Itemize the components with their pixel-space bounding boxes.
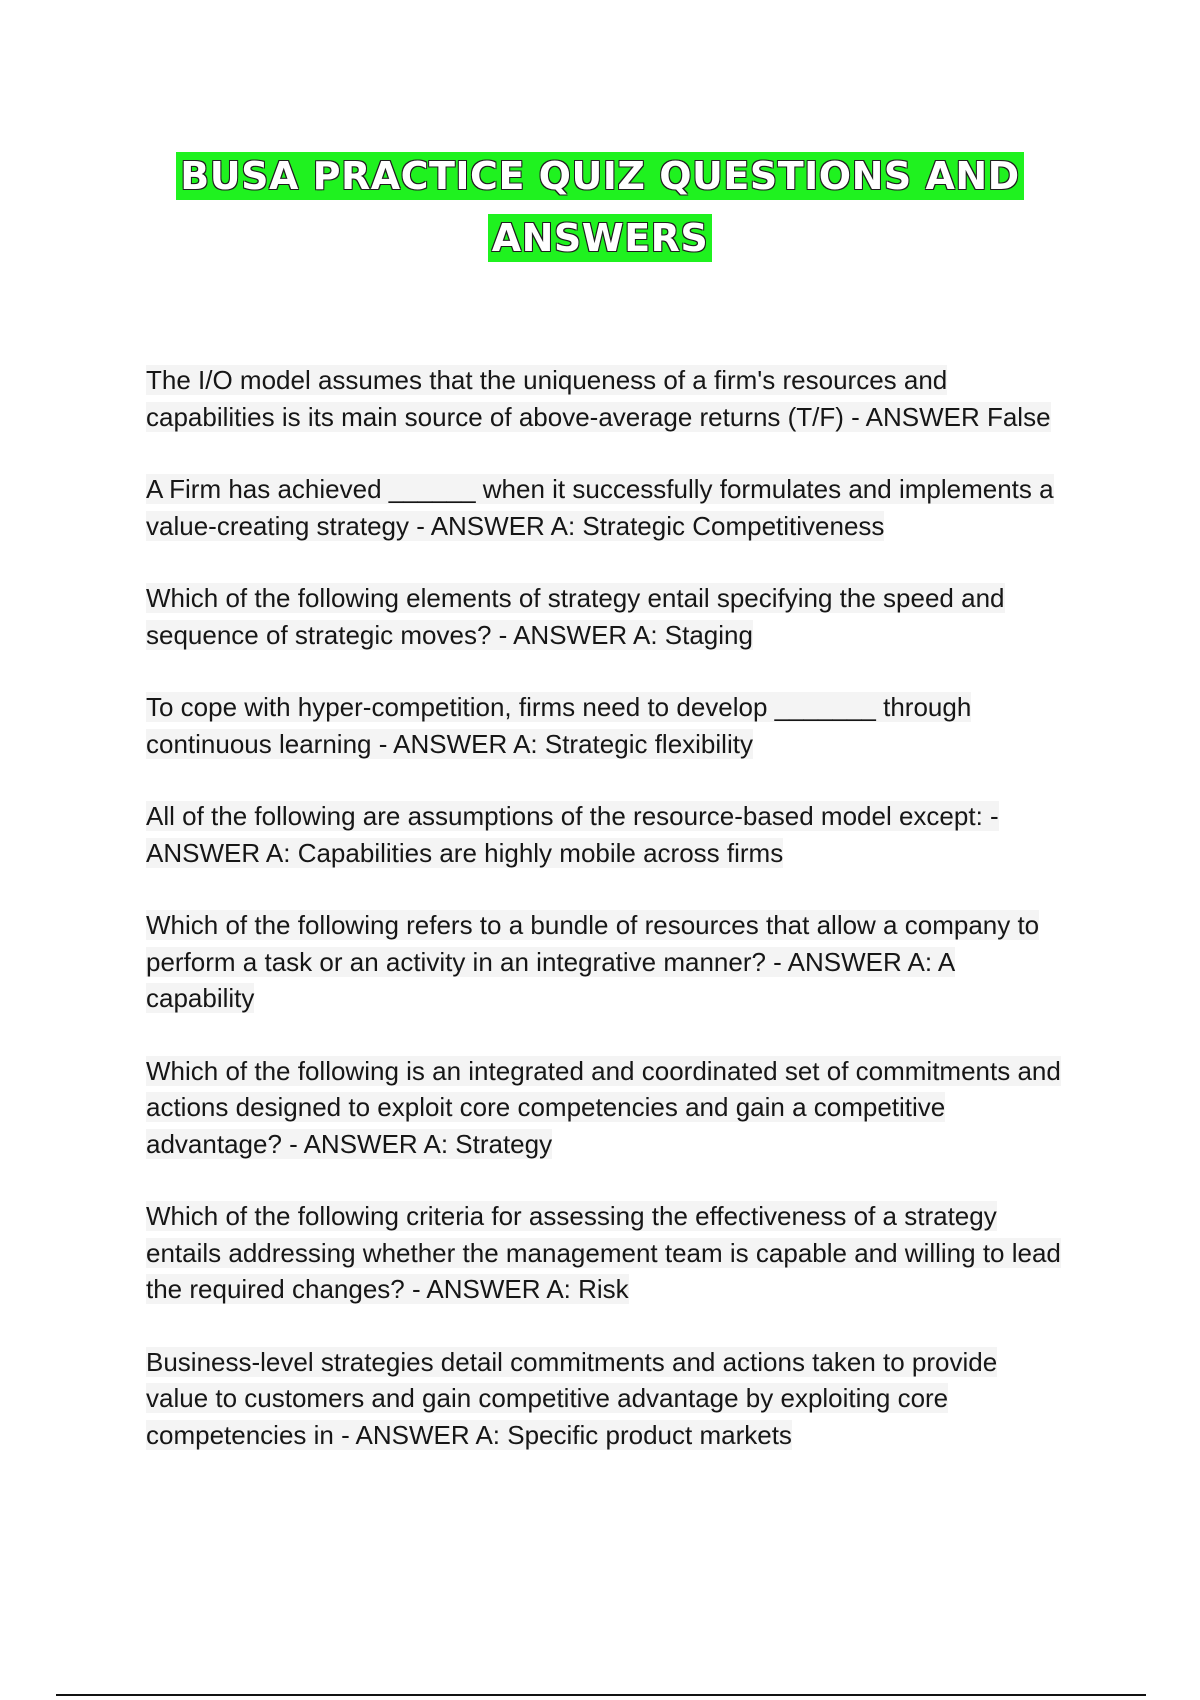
qa-item-text: Which of the following refers to a bundle of resources that allow a company to perform a task or an activity in an integrative manner? - ANSWER A: A capability [146, 910, 1040, 1013]
qa-item-text: All of the following are assumptions of the resource-based model except: - ANSWER A: Capabilities are highly mobile across firms [146, 801, 999, 868]
qa-item-3 [146, 580, 1066, 653]
qa-item-5 [146, 798, 1066, 871]
qa-item-text: Which of the following criteria for assessing the effectiveness of a strategy entails addressing whether the management team is capable and willing to lead the required changes? - ANSWER A: Risk [146, 1201, 1061, 1304]
qa-item-text: A Firm has achieved ______ when it successfully formulates and implements a value-creating strategy - ANSWER A: Strategic Competitiveness [146, 474, 1054, 541]
qa-item-1 [146, 362, 1066, 435]
qa-item-9 [146, 1344, 1066, 1454]
qa-item-text: To cope with hyper-competition, firms need to develop _______ through continuous learning - ANSWER A: Strategic flexibility [146, 692, 972, 759]
title-block [150, 145, 1050, 269]
qa-item-text: Business-level strategies detail commitments and actions taken to provide value to customers and gain competitive advantage by exploiting core competencies in - ANSWER A: Specific product markets [146, 1346, 998, 1450]
qa-item-text: The I/O model assumes that the uniqueness of a firm's resources and capabilities is its main source of above-average returns (T/F) - ANSWER False [146, 365, 1051, 432]
qa-item-4 [146, 689, 1066, 762]
qa-item-text: Which of the following is an integrated and coordinated set of commitments and actions designed to exploit core competencies and gain a competitive advantage? - ANSWER A: Strategy [146, 1055, 1061, 1159]
page-bottom-divider [56, 1694, 1146, 1696]
qa-item-7 [146, 1053, 1066, 1163]
qa-item-6 [146, 907, 1066, 1017]
qa-item-2 [146, 471, 1066, 544]
qa-item-8 [146, 1198, 1066, 1308]
qa-item-text: Which of the following elements of strategy entail specifying the speed and sequence of strategic moves? - ANSWER A: Staging [146, 583, 1005, 650]
qa-list [146, 362, 1066, 1489]
page-title: BUSA PRACTICE QUIZ QUESTIONS AND ANSWERS [176, 152, 1023, 262]
